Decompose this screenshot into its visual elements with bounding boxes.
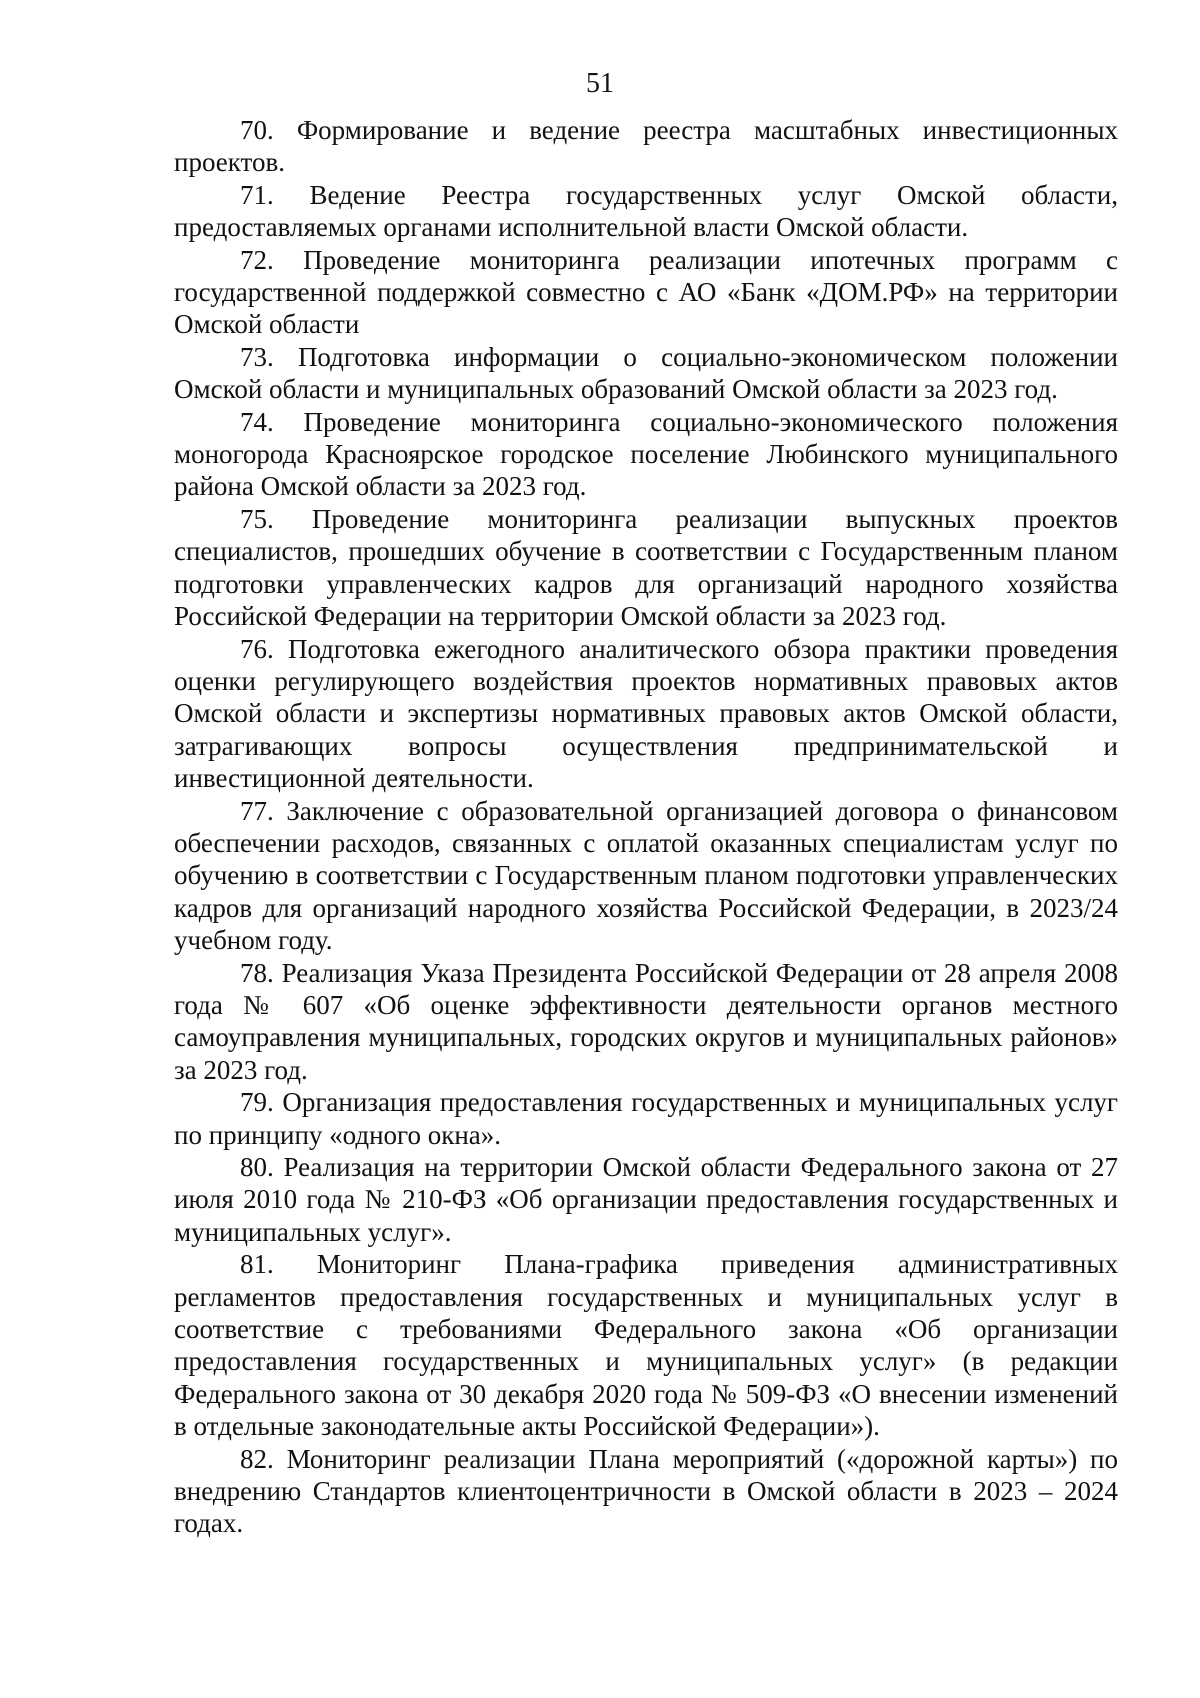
list-item-78: 78. Реализация Указа Президента Российской Федерации от 28 апреля 2008 года № 607 «Об оценке эффективности деятельности органов местного самоуправления муниципальных, городских округов и муниципальных районов» за 2023 год. [174, 957, 1118, 1085]
list-item-73: 73. Подготовка информации о социально-экономическом положении Омской области и муниципальных образований Омской области за 2023 год. [174, 341, 1118, 405]
list-item-80: 80. Реализация на территории Омской области Федерального закона от 27 июля 2010 года № 210-ФЗ «Об организации предоставления государственных и муниципальных услуг». [174, 1152, 1118, 1247]
list-item-77: 77. Заключение с образовательной организацией договора о финансовом обеспечении расходов, связанных с оплатой оказанных специалистам услуг по обучению в соответствии с Государственным планом подготовки управленческих кадров для организаций народного хозяйства Российской Федерации, в 2023/24 учебном году. [174, 795, 1118, 956]
list-item-70: 70. Формирование и ведение реестра масштабных инвестиционных проектов. [174, 115, 1118, 178]
list-item-72: 72. Проведение мониторинга реализации ипотечных программ с государственной поддержкой совместно с АО «Банк «ДОМ.РФ» на территории Омской области [174, 244, 1118, 340]
document-body [174, 114, 1118, 1540]
list-item-74: 74. Проведение мониторинга социально-экономического положения моногорода Красноярское городское поселение Любинского муниципального района Омской области за 2023 год. [174, 406, 1118, 502]
list-item-82: 82. Мониторинг реализации Плана мероприятий («дорожной карты») по внедрению Стандартов клиентоцентричности в Омской области в 2023 – 2024 годах. [174, 1443, 1118, 1539]
list-item-79: 79. Организация предоставления государственных и муниципальных услуг по принципу «одного окна». [174, 1087, 1118, 1150]
list-item-81: 81. Мониторинг Плана-графика приведения административных регламентов предоставления государственных и муниципальных услуг в соответствие с требованиями Федерального закона «Об организации предоставления государственных и муниципальных услуг» (в редакции Федерального закона от 30 декабря 2020 года № 509-ФЗ «О внесении изменений в отдельные законодательные акты Российской Федерации»). [174, 1249, 1118, 1442]
list-item-76: 76. Подготовка ежегодного аналитического обзора практики проведения оценки регулирующего воздействия проектов нормативных правовых актов Омской области и экспертизы нормативных правовых актов Омской области, затрагивающих вопросы осуществления предпринимательской и инвестиционной деятельности. [174, 633, 1118, 794]
list-item-71: 71. Ведение Реестра государственных услуг Омской области, предоставляемых органами исполнительной власти Омской области. [174, 179, 1118, 243]
page-number: 51 [586, 68, 614, 99]
list-item-75: 75. Проведение мониторинга реализации выпускных проектов специалистов, прошедших обучение в соответствии с Государственным планом подготовки управленческих кадров для организаций народного хозяйства Российской Федерации на территории Омской области за 2023 год. [174, 503, 1118, 632]
